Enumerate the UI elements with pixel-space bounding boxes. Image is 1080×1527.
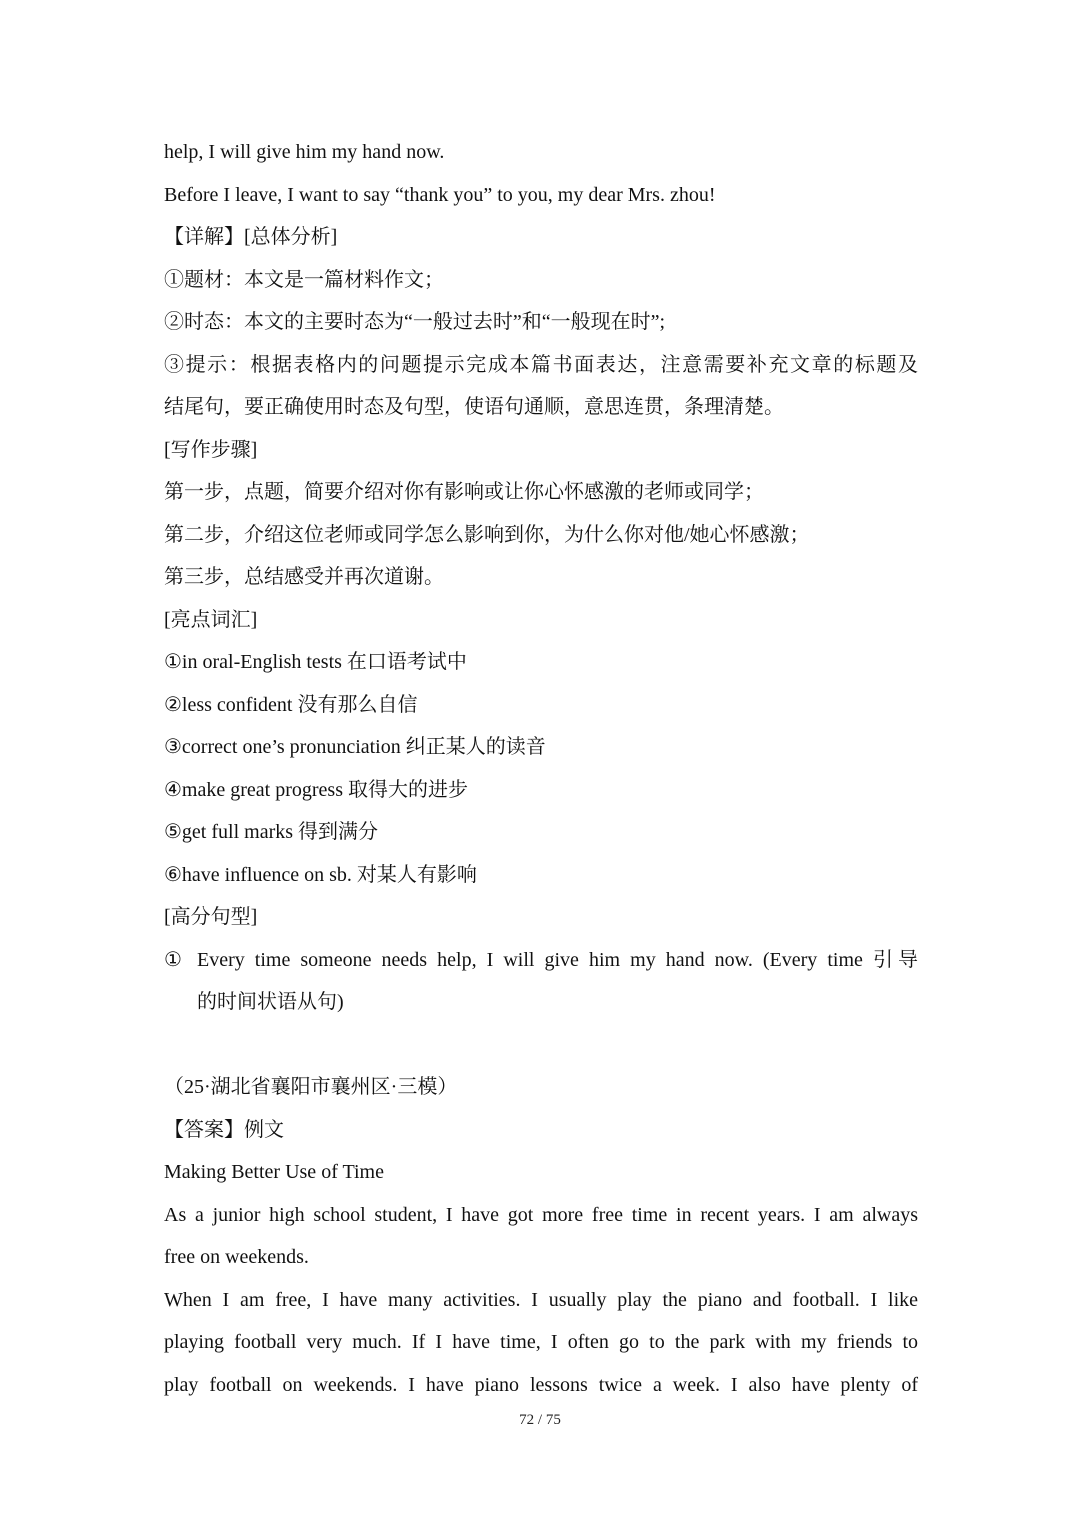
essay-title: Making Better Use of Time [164, 1161, 384, 1183]
section-heading-sentence-patterns: [高分句型] [164, 906, 258, 928]
vocab-item: ②less confident 没有那么自信 [164, 693, 418, 716]
vocab-item: ④make great progress 取得大的进步 [164, 778, 468, 801]
document-body [164, 131, 918, 1406]
page-number: 72 / 75 [519, 1412, 561, 1428]
sentence-pattern-text: Every time someone needs help, I will give him my hand now. (Every time 引导 [197, 948, 918, 971]
text-line: ②时态：本文的主要时态为“一般过去时”和“一般现在时”; [164, 311, 666, 333]
sentence-pattern-item [164, 939, 918, 982]
section-heading-vocabulary: [亮点词汇] [164, 608, 258, 631]
text-line: Before I leave, I want to say “thank you” to you, my dear Mrs. zhou! [164, 183, 716, 206]
essay-line: playing football very much. If I have time, I often go to the park with my friends to [164, 1331, 918, 1353]
essay-line: free on weekends. [164, 1246, 309, 1268]
blank-line [164, 1024, 918, 1067]
essay-line: play football on weekends. I have piano lessons twice a week. I also have plenty of [164, 1373, 918, 1396]
text-line: 第一步，点题，简要介绍对你有影响或让你心怀感激的老师或同学； [164, 481, 764, 503]
text-line: 结尾句，要正确使用时态及句型，使语句通顺，意思连贯，条理清楚。 [164, 396, 784, 418]
vocab-item: ⑥have influence on sb. 对某人有影响 [164, 863, 477, 886]
essay-line: When I am free, I have many activities. I usually play the piano and football. I like [164, 1288, 918, 1311]
text-line: help, I will give him my hand now. [164, 141, 445, 163]
section-heading-analysis: 【详解】[总体分析] [164, 226, 338, 248]
text-line: 第二步，介绍这位老师或同学怎么影响到你，为什么你对他/她心怀感激； [164, 523, 810, 546]
list-marker: ① [164, 948, 182, 971]
text-line: ①题材：本文是一篇材料作文； [164, 268, 444, 291]
sentence-pattern-continuation: 的时间状语从句) [197, 991, 344, 1013]
text-line: 第三步，总结感受并再次道谢。 [164, 566, 444, 588]
text-line: ③提示：根据表格内的问题提示完成本篇书面表达，注意需要补充文章的标题及 [164, 353, 918, 376]
answer-heading: 【答案】例文 [164, 1118, 284, 1141]
vocab-item: ①in oral-English tests 在口语考试中 [164, 651, 467, 673]
section-heading-writing-steps: [写作步骤] [164, 438, 258, 461]
vocab-item: ③correct one’s pronunciation 纠正某人的读音 [164, 736, 546, 758]
vocab-item: ⑤get full marks 得到满分 [164, 821, 379, 843]
question-source: （25·湖北省襄阳市襄州区·三模） [164, 1076, 458, 1098]
essay-line: As a junior high school student, I have got more free time in recent years. I am always [164, 1203, 918, 1226]
